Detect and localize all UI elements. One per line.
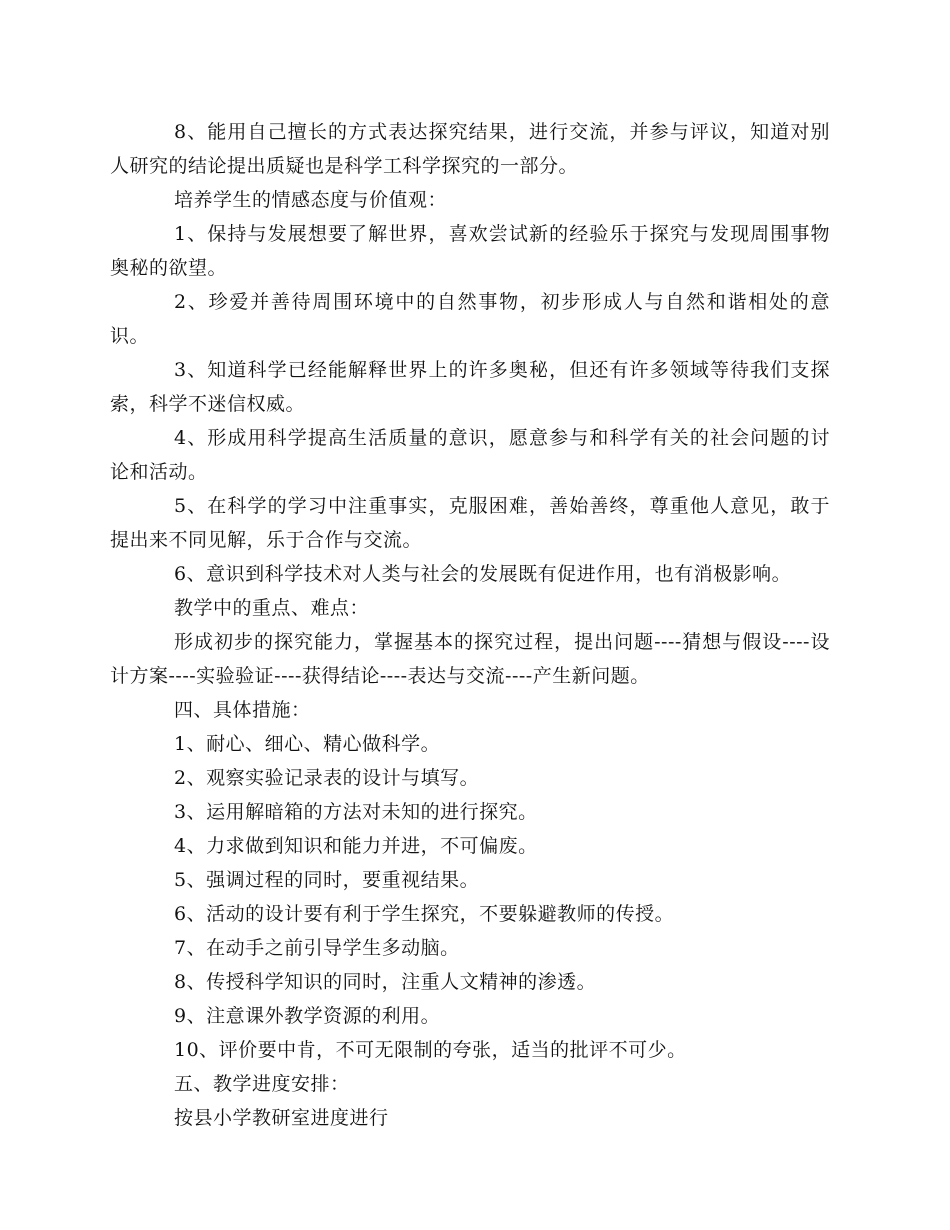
paragraph-item-8-expression: 8、能用自己擅长的方式表达探究结果，进行交流，并参与评议，知道对别人研究的结论提出质疑也是科学工科学探究的一部分。 [110, 121, 830, 177]
section-heading-measures: 四、具体措施： [174, 699, 311, 721]
list-item-measure-10: 10、评价要中肯，不可无限制的夸张，适当的批评不可少。 [174, 1039, 687, 1061]
list-item-measure-5: 5、强调过程的同时，要重视结果。 [174, 869, 480, 891]
paragraph-attitude-3: 3、知道科学已经能解释世界上的许多奥秘，但还有许多领域等待我们支探索，科学不迷信权威。 [110, 359, 830, 415]
section-heading-key-points: 教学中的重点、难点： [174, 597, 370, 619]
list-item-measure-6: 6、活动的设计要有利于学生探究，不要躲避教师的传授。 [174, 903, 675, 925]
paragraph-attitude-4: 4、形成用科学提高生活质量的意识，愿意参与和科学有关的社会问题的讨论和活动。 [110, 427, 830, 483]
list-item-measure-9: 9、注意课外教学资源的利用。 [174, 1005, 441, 1027]
paragraph-attitude-2: 2、珍爱并善待周围环境中的自然事物，初步形成人与自然和谐相处的意识。 [110, 291, 830, 347]
list-item-measure-1: 1、耐心、细心、精心做科学。 [174, 733, 441, 755]
document-body [110, 115, 830, 1135]
paragraph-schedule: 按县小学教研室进度进行 [174, 1107, 389, 1129]
section-heading-attitudes: 培养学生的情感态度与价值观： [174, 189, 448, 211]
list-item-measure-3: 3、运用解暗箱的方法对未知的进行探究。 [174, 801, 538, 823]
paragraph-attitude-6: 6、意识到科学技术对人类与社会的发展既有促进作用，也有消极影响。 [174, 563, 792, 585]
list-item-measure-4: 4、力求做到知识和能力并进，不可偏废。 [174, 835, 538, 857]
section-heading-schedule: 五、教学进度安排： [174, 1073, 350, 1095]
paragraph-attitude-1: 1、保持与发展想要了解世界，喜欢尝试新的经验乐于探究与发现周围事物奥秘的欲望。 [110, 223, 830, 279]
paragraph-key-points: 形成初步的探究能力，掌握基本的探究过程，提出问题----猜想与假设----设计方案----实验验证----获得结论----表达与交流----产生新问题。 [110, 631, 830, 687]
paragraph-attitude-5: 5、在科学的学习中注重事实，克服困难，善始善终，尊重他人意见，敢于提出来不同见解，乐于合作与交流。 [110, 495, 830, 551]
list-item-measure-8: 8、传授科学知识的同时，注重人文精神的渗透。 [174, 971, 597, 993]
list-item-measure-7: 7、在动手之前引导学生多动脑。 [174, 937, 460, 959]
list-item-measure-2: 2、观察实验记录表的设计与填写。 [174, 767, 480, 789]
